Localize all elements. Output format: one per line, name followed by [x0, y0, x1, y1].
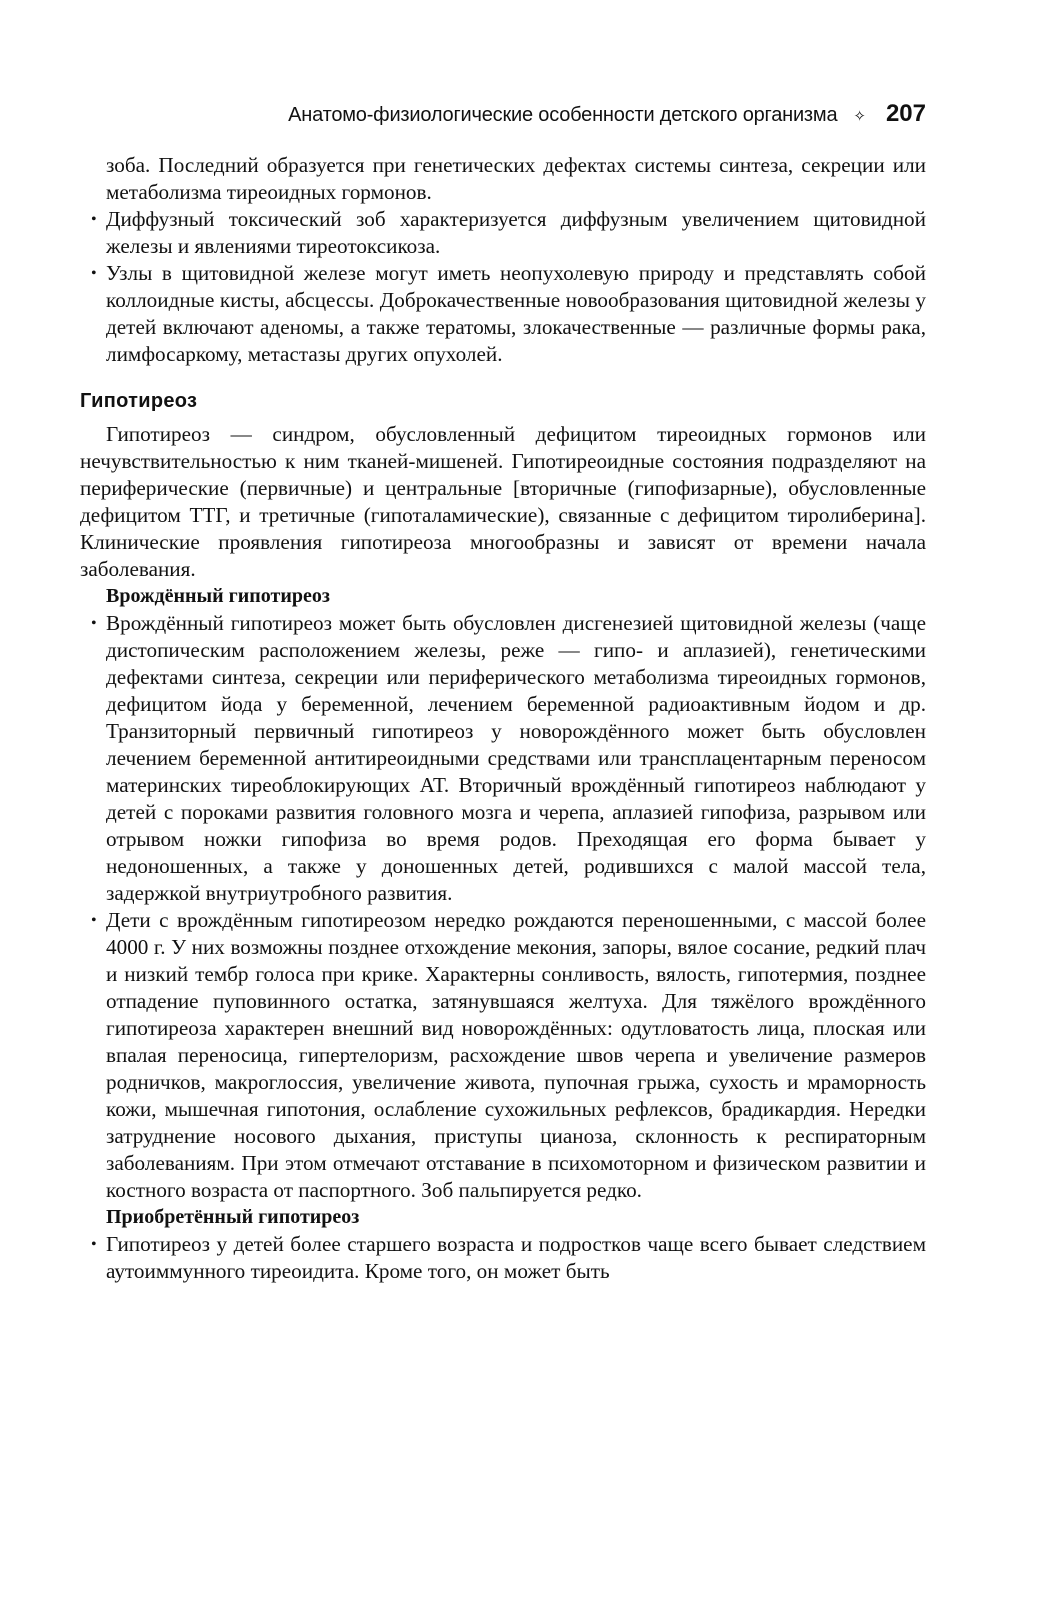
bullet-item: • Врождённый гипотиреоз может быть обусловлен дисгенезией щитовидной железы (чаще дистопическим расположением железы, реже — гипо- и аплазией), генетическими дефектами синтеза, секреции или периферического метаболизма тиреоидных гормонов, дефицитом йода у беременной, лечением беременной радиоактивным йодом и др. Транзиторный первичный гипотиреоз у новорождённого может быть обусловлен лечением беременной антитиреоидными средствами или трансплацентарным переносом материнских тиреоблокирующих АТ. Вторичный врождённый гипотиреоз наблюдают у детей с пороками развития головного мозга и черепа, аплазией гипофиза, разрывом или отрывом ножки гипофиза во время родов. Преходящая его форма бывает у недоношенных, а также у доношенных детей, родившихся с малой массой тела, задержкой внутриутробного развития. — [106, 610, 926, 907]
section-paragraph — [80, 421, 926, 583]
running-header — [106, 100, 926, 134]
bullet-item: • Узлы в щитовидной железе могут иметь неопухолевую природу и представлять собой коллоидные кисты, абсцессы. Доброкачественные новообразования щитовидной железы у детей включают аденомы, а также тератомы, злокачественные — различные формы рака, лимфосаркому, метастазы других опухолей. — [106, 260, 926, 368]
section-heading: Гипотиреоз — [80, 390, 198, 412]
page-number: 207 — [885, 100, 926, 127]
section-paragraph-text: Гипотиреоз — синдром, обусловленный дефицитом тиреоидных гормонов или нечувствительностью к ним тканей-мишеней. Гипотиреоидные состояния подразделяют на периферические (первичные) и центральные [вторичные (гипофизарные), обусловленные дефицитом ТТГ, и третичные (гипоталамические), связанные с дефицитом тиролиберина]. Клинические проявления гипотиреоза многообразны и зависят от времени начала заболевания. — [80, 422, 926, 581]
congenital-bullet-list — [106, 610, 926, 1204]
subsection-heading-acquired: Приобретённый гипотиреоз — [106, 1206, 360, 1228]
bullet-item: • Диффузный токсический зоб характеризуется диффузным увеличением щитовидной железы и явлениями тиреотоксикоза. — [106, 206, 926, 260]
bullet-item: • Гипотиреоз у детей более старшего возраста и подростков чаще всего бывает следствием аутоиммунного тиреоидита. Кроме того, он может быть — [106, 1231, 926, 1285]
acquired-bullet-list — [106, 1231, 926, 1285]
diamond-ornament-icon: ✧ — [853, 108, 866, 125]
running-title: Анатомо-физиологические особенности детского организма — [288, 104, 838, 126]
book-page — [80, 100, 926, 1285]
subsection-heading-congenital: Врождённый гипотиреоз — [106, 585, 330, 607]
bullet-item: • Дети с врождённым гипотиреозом нередко рождаются переношенными, с массой более 4000 г. У них возможны позднее отхождение мекония, запоры, вялое сосание, редкий плач и низкий тембр голоса при крике. Характерны сонливость, вялость, гипотермия, позднее отпадение пуповинного остатка, затянувшаяся желтуха. Для тяжёлого врождённого гипотиреоза характерен внешний вид новорождённых: одутловатость лица, плоская или впалая переносица, гипертелоризм, расхождение швов черепа и увеличение размеров родничков, макроглоссия, увеличение живота, пупочная грыжа, сухость и мраморность кожи, мышечная гипотония, ослабление сухожильных рефлексов, брадикардия. Нередки затруднение носового дыхания, приступы цианоза, склонность к респираторным заболеваниям. При этом отмечают отставание в психомоторном и физическом развитии и костного возраста от паспортного. Зоб пальпируется редко. — [106, 907, 926, 1204]
continuation-paragraph: зоба. Последний образуется при генетических дефектах системы синтеза, секреции или метаболизма тиреоидных гормонов. — [106, 153, 926, 204]
intro-bullet-list — [106, 206, 926, 368]
